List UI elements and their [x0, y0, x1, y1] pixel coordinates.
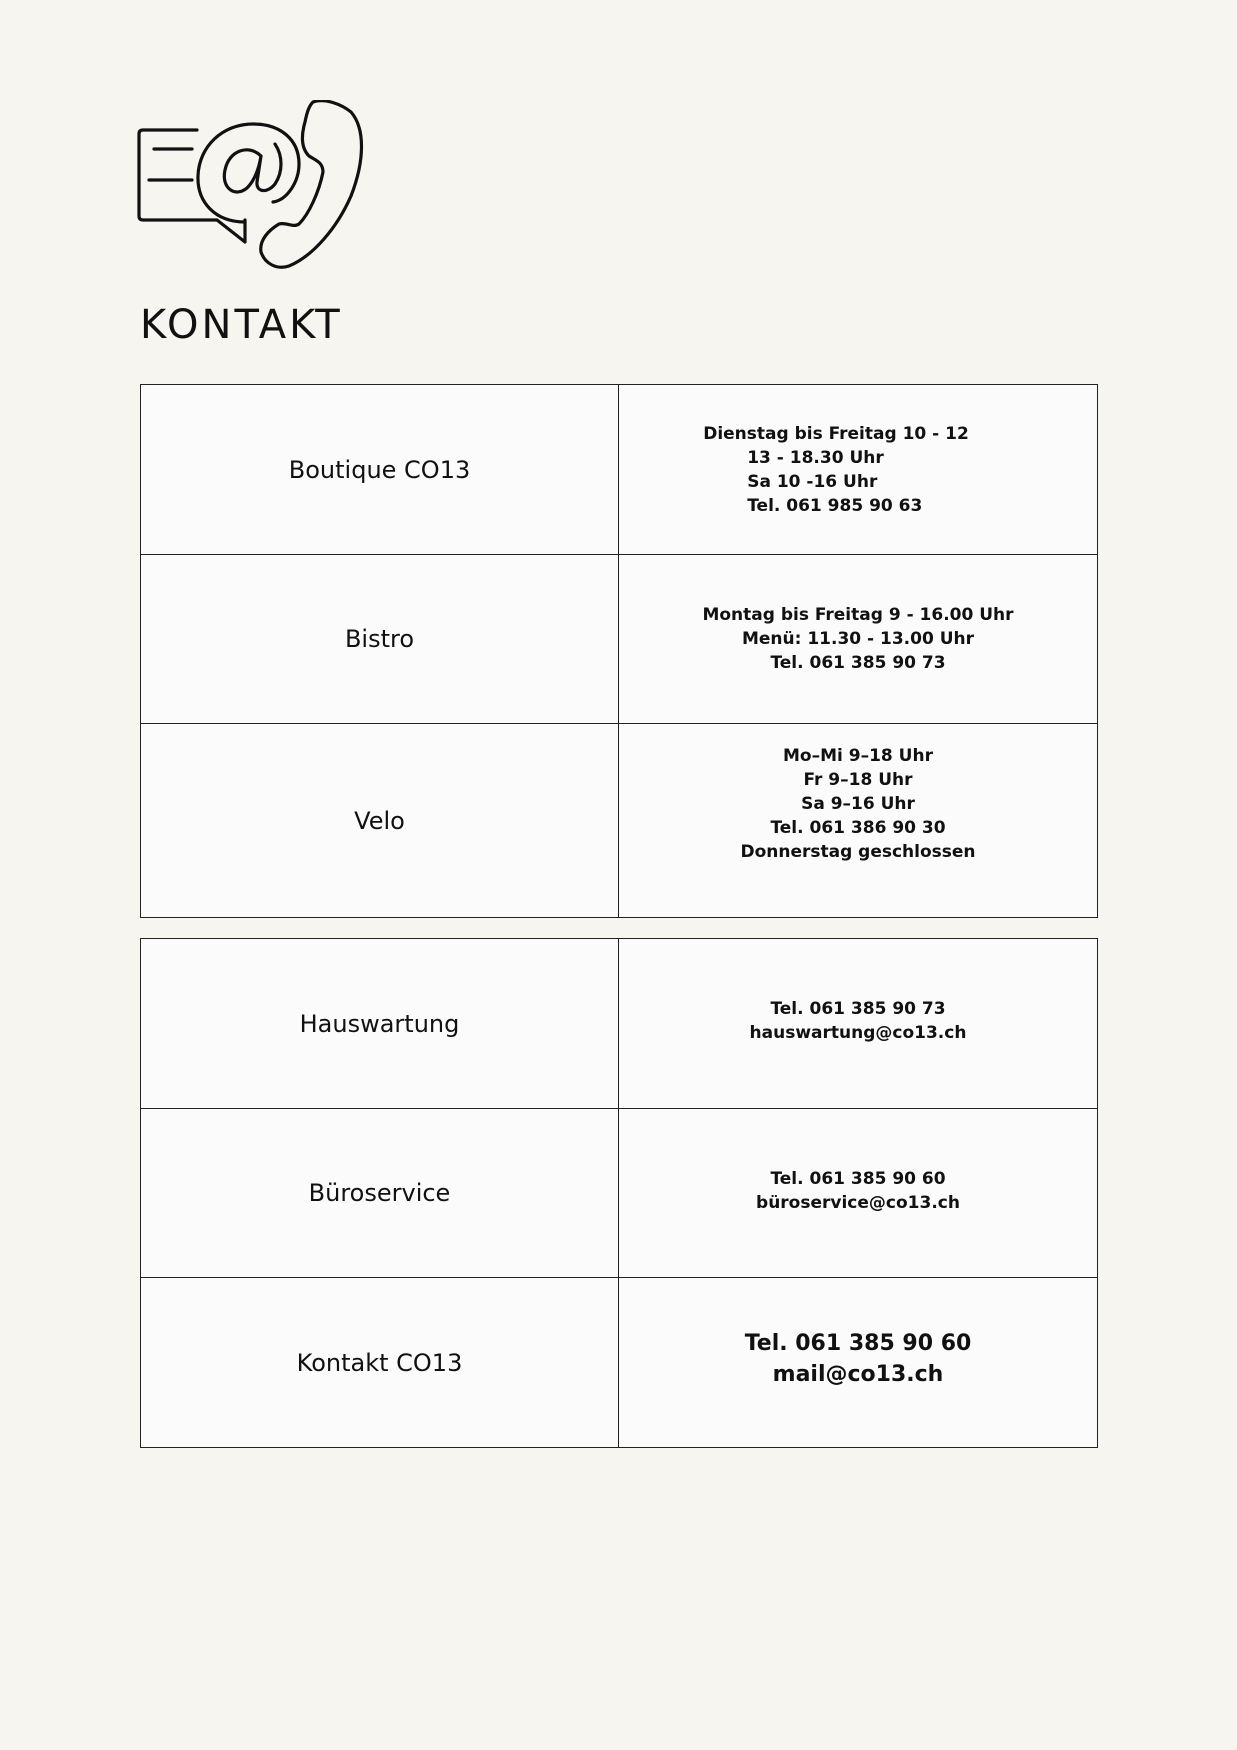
row-info-velo [619, 724, 1098, 918]
contact-table-hours [140, 384, 1098, 918]
row-name-bueroservice: Büroservice [141, 1109, 619, 1278]
info-line: Tel. 061 985 90 63 [747, 495, 923, 516]
email-phone-contact-icon [137, 100, 367, 272]
row-name-velo: Velo [141, 724, 619, 918]
row-info-kontakt-co13 [619, 1278, 1098, 1448]
row-info-bueroservice [619, 1109, 1098, 1278]
info-line: Sa 9–16 Uhr [801, 794, 915, 814]
info-line: Tel. 061 385 90 73 [770, 653, 946, 673]
row-name-kontakt-co13: Kontakt CO13 [141, 1278, 619, 1448]
contact-table-services [140, 938, 1098, 1448]
info-line: Fr 9–18 Uhr [803, 770, 913, 790]
email-link[interactable]: hauswartung@co13.ch [749, 1023, 967, 1043]
info-line: Donnerstag geschlossen [740, 842, 976, 862]
page-title: KONTAKT [140, 302, 343, 348]
info-line: 13 - 18.30 Uhr [747, 447, 884, 468]
table-row [141, 385, 1098, 555]
info-line: Dienstag bis Freitag 10 - 12 [703, 423, 969, 444]
table-row [141, 1109, 1098, 1278]
info-line: Sa 10 -16 Uhr [747, 471, 878, 492]
row-info-hauswartung [619, 939, 1098, 1109]
row-info-bistro [619, 555, 1098, 724]
table-row [141, 939, 1098, 1109]
info-line: Montag bis Freitag 9 - 16.00 Uhr [702, 605, 1014, 625]
email-link[interactable]: mail@co13.ch [772, 1362, 944, 1387]
info-line: Mo–Mi 9–18 Uhr [783, 746, 933, 766]
table-row [141, 555, 1098, 724]
info-line: Menü: 11.30 - 13.00 Uhr [741, 629, 974, 649]
row-name-bistro: Bistro [141, 555, 619, 724]
info-line: Tel. 061 386 90 30 [770, 818, 946, 838]
email-link[interactable]: büroservice@co13.ch [756, 1193, 960, 1213]
info-line: Tel. 061 385 90 73 [770, 999, 946, 1019]
row-name-hauswartung: Hauswartung [141, 939, 619, 1109]
table-row [141, 724, 1098, 918]
table-row [141, 1278, 1098, 1448]
info-line: Tel. 061 385 90 60 [770, 1169, 946, 1189]
row-name-boutique: Boutique CO13 [141, 385, 619, 555]
info-line: Tel. 061 385 90 60 [744, 1331, 972, 1356]
row-info-boutique [619, 385, 1098, 555]
